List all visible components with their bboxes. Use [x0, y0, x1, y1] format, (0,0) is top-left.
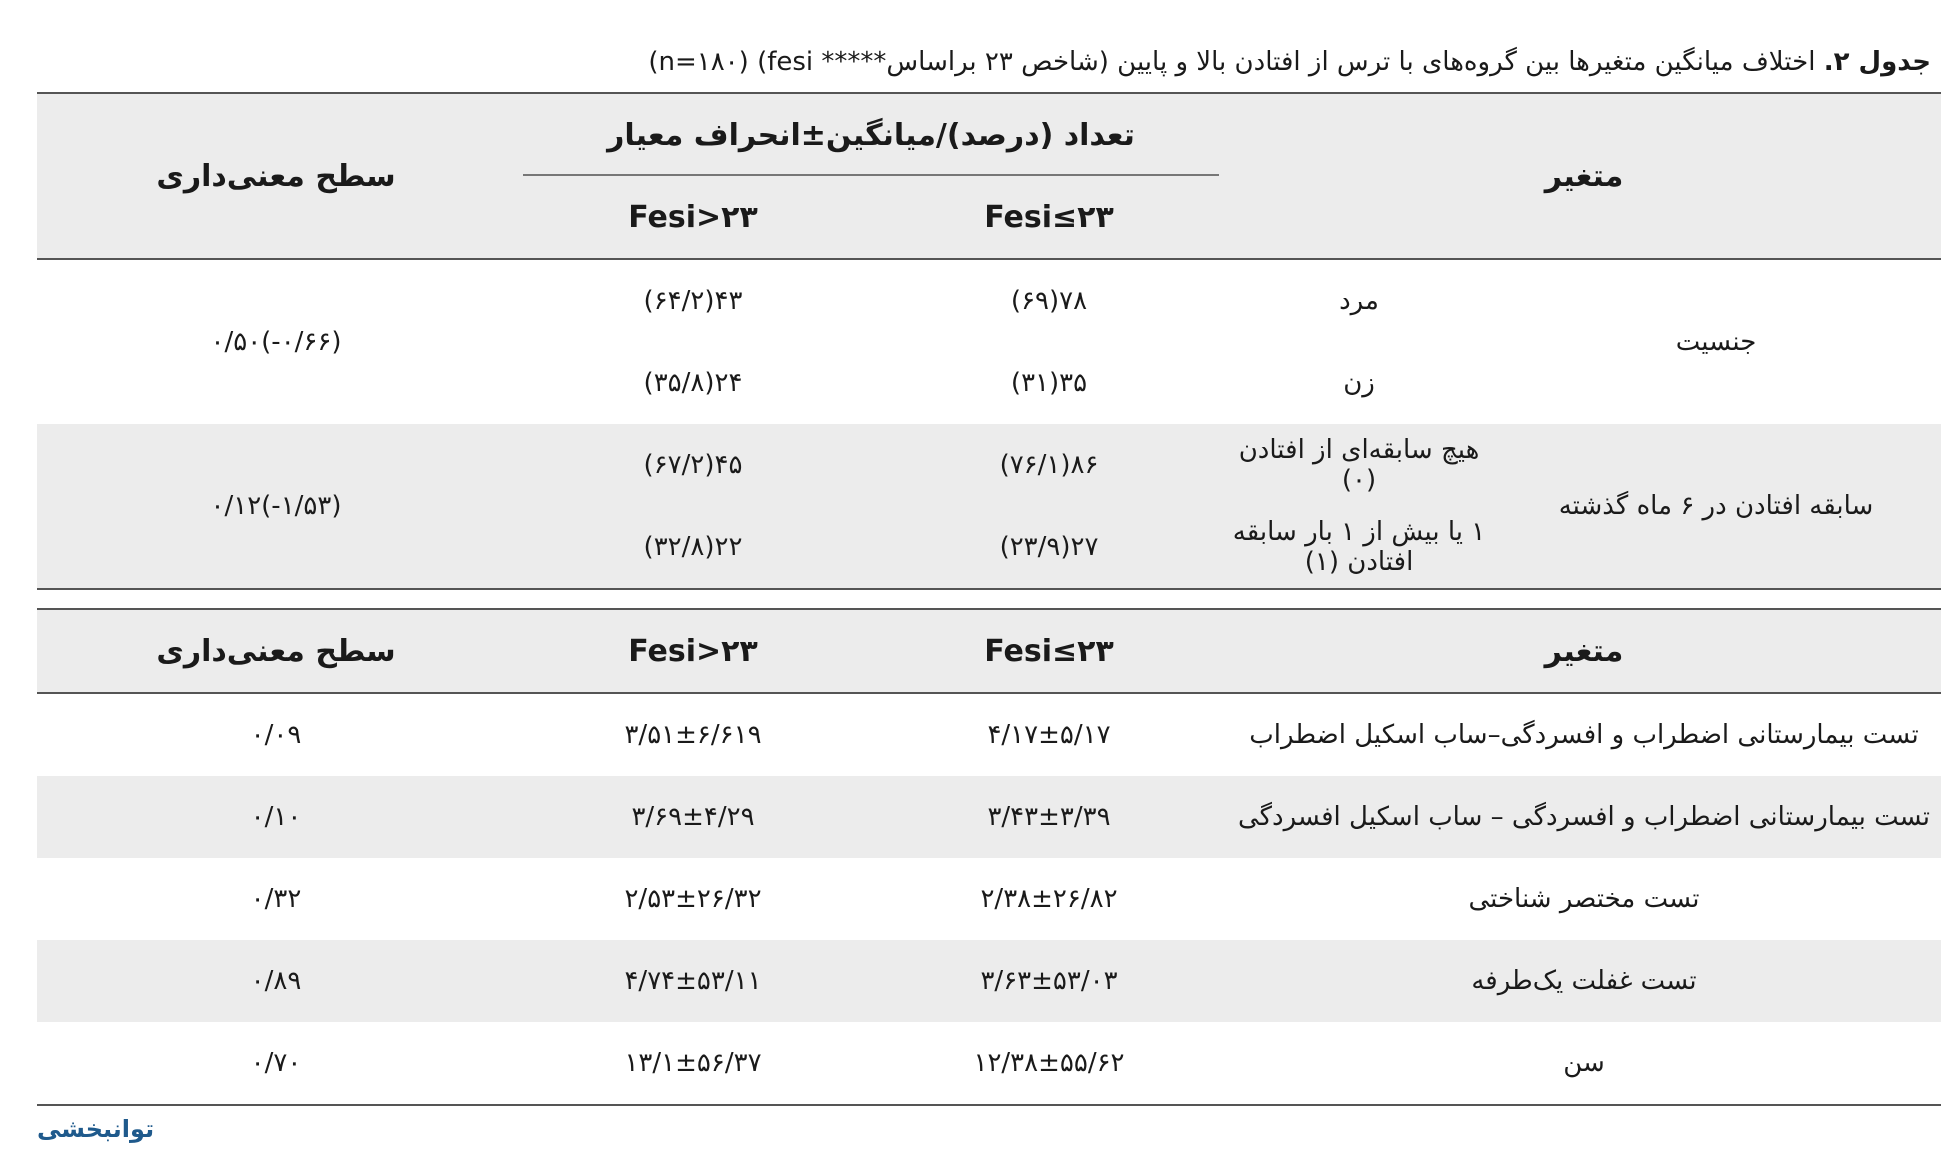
header-significance: سطح معنی‌داری: [37, 609, 515, 693]
cell-fesi-le: ۳۵(۳۱): [1010, 368, 1088, 398]
cell-significance: ۰/۱۰: [250, 802, 302, 832]
group-fall-history: [37, 424, 1941, 589]
cell-variable: تست مختصر شناختی: [1468, 884, 1700, 914]
table-row: [37, 1022, 1941, 1105]
group-label: سابقه افتادن در ۶ ماه گذشته: [1491, 424, 1941, 589]
cell-fesi-gt: ۳/۶۹±۴/۲۹: [631, 802, 755, 832]
cell-significance: (۱/۵۳-)۰/۱۲: [37, 424, 515, 589]
cell-variable: تست غفلت یک‌طرفه: [1471, 966, 1697, 996]
cell-fesi-gt: ۲/۵۳±۲۶/۳۲: [624, 884, 762, 914]
table-row: [37, 858, 1941, 940]
cell-variable: تست بیمارستانی اضطراب و افسردگی–ساب اسکیل اضطراب: [1249, 720, 1919, 750]
cell-fesi-le: ۴/۱۷±۵/۱۷: [987, 720, 1111, 750]
header-fesi-gt-23: ۲۳<Fesi: [515, 609, 871, 693]
sub-label: زن: [1343, 368, 1375, 398]
cell-fesi-gt: ۱۳/۱±۵۶/۳۷: [624, 1048, 762, 1078]
cell-significance: ۰/۷۰: [250, 1048, 302, 1078]
table-row: [37, 776, 1941, 858]
cell-fesi-le: ۱۲/۳۸±۵۵/۶۲: [973, 1048, 1125, 1078]
table-continuous: [37, 608, 1941, 1106]
table-row: [37, 693, 1941, 776]
header-variable: متغیر: [1227, 609, 1941, 693]
table-row: [37, 424, 1941, 506]
cell-fesi-gt: ۳/۵۱±۶/۶۱۹: [624, 720, 762, 750]
table-row: [37, 259, 1941, 342]
journal-logo: توانبخشی: [37, 1115, 155, 1143]
cell-significance: (۰/۶۶-)۰/۵۰: [210, 327, 342, 357]
cell-variable: سن: [1563, 1048, 1605, 1078]
cell-fesi-gt: ۴۵(۶۷/۲): [515, 424, 871, 506]
group-gender: [37, 259, 1941, 424]
cell-fesi-gt: ۴/۷۴±۵۳/۱۱: [624, 966, 762, 996]
caption-label: جدول ۲.: [1823, 47, 1931, 77]
cell-significance: ۰/۰۹: [250, 720, 302, 750]
header-significance: سطح معنی‌داری: [37, 93, 515, 259]
cell-fesi-le: ۳/۴۳±۳/۳۹: [987, 802, 1111, 832]
group-label: جنسیت: [1675, 327, 1757, 357]
table-row: [37, 940, 1941, 1022]
header-group-span: تعداد (درصد)/میانگین±انحراف معیار: [515, 93, 1227, 176]
cell-fesi-le: ۲۷(۲۳/۹): [871, 506, 1227, 589]
cell-fesi-gt: ۲۲(۳۲/۸): [515, 506, 871, 589]
header-fesi-gt-23: ۲۳<Fesi: [515, 176, 871, 259]
header-fesi-le-23: ۲۳≥Fesi: [871, 176, 1227, 259]
cell-significance: ۰/۳۲: [250, 884, 302, 914]
cell-fesi-gt: ۴۳(۶۴/۲): [643, 286, 743, 316]
header-variable: متغیر: [1227, 93, 1941, 259]
table-categorical: [37, 92, 1941, 590]
table-caption: [11, 42, 1931, 82]
cell-fesi-le: ۸۶(۷۶/۱): [871, 424, 1227, 506]
sub-label: مرد: [1339, 286, 1379, 316]
cell-fesi-le: ۳/۶۳±۵۳/۰۳: [980, 966, 1118, 996]
cell-fesi-le: ۷۸(۶۹): [1010, 286, 1088, 316]
header-fesi-le-23: ۲۳≥Fesi: [871, 609, 1227, 693]
cell-fesi-gt: ۲۴(۳۵/۸): [643, 368, 743, 398]
sub-label: هیچ سابقه‌ای از افتادن (۰): [1227, 424, 1491, 506]
cell-significance: ۰/۸۹: [250, 966, 302, 996]
cell-fesi-le: ۲/۳۸±۲۶/۸۲: [980, 884, 1118, 914]
sub-label: ۱ یا بیش از ۱ بار سابقه افتادن (۱): [1227, 506, 1491, 589]
cell-variable: تست بیمارستانی اضطراب و افسردگی – ساب اسکیل افسردگی: [1237, 802, 1931, 832]
caption-text: اختلاف میانگین متغیرها بین گروه‌های با ترس از افتادن بالا و پایین (شاخص ۲۳ براساس***** fesi) (n=۱۸۰): [648, 47, 1816, 77]
